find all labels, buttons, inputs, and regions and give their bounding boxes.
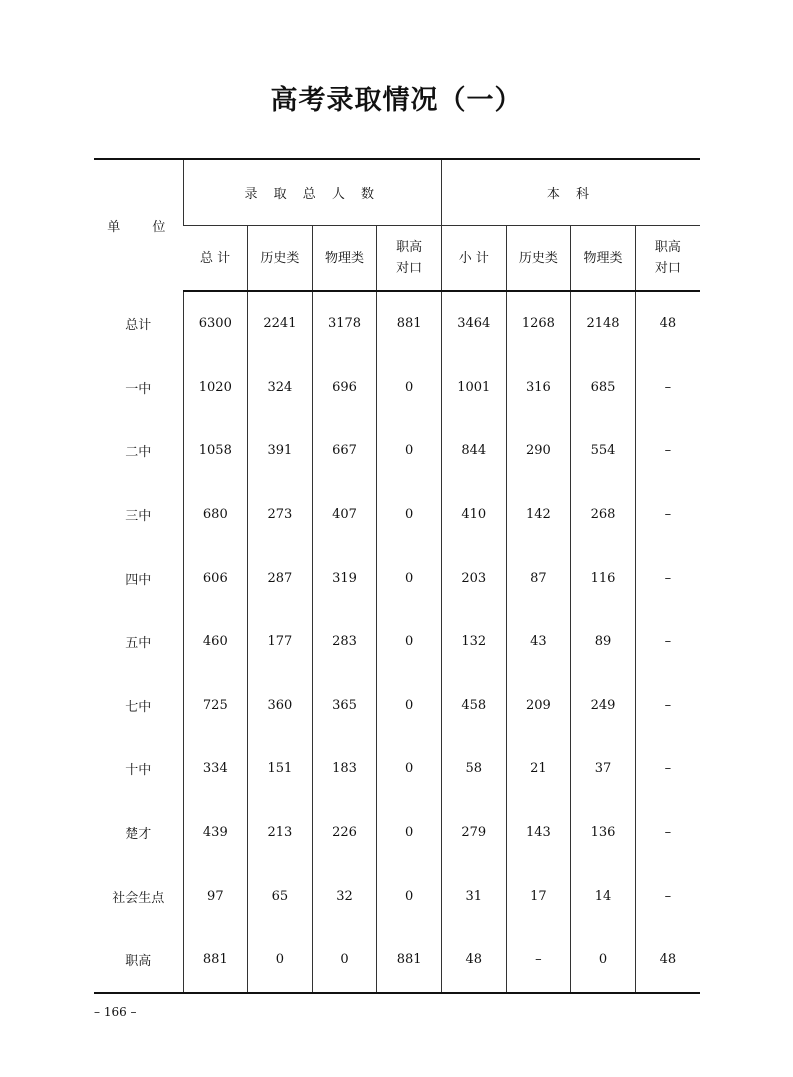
table-row (94, 610, 700, 674)
value-cell: 407 (312, 483, 377, 547)
value-cell: 89 (571, 610, 636, 674)
value-cell: 0 (571, 928, 636, 993)
total-subheader-0: 总 计 (183, 226, 248, 292)
value-cell: – (635, 737, 700, 801)
value-cell: – (635, 356, 700, 420)
unit-cell: 社会生点 (112, 890, 165, 906)
value-cell: 316 (506, 356, 571, 420)
total-subheader-1: 历史类 (248, 226, 313, 292)
value-cell: 844 (441, 419, 506, 483)
value-cell: 460 (183, 610, 248, 674)
unit-cell: 总计 (125, 317, 152, 333)
value-cell: 410 (441, 483, 506, 547)
value-cell: 439 (183, 801, 248, 865)
table-row (94, 674, 700, 738)
value-cell: 273 (248, 483, 313, 547)
value-cell: 458 (441, 674, 506, 738)
value-cell: 0 (377, 419, 442, 483)
table-row (94, 928, 700, 993)
value-cell: – (635, 546, 700, 610)
value-cell: – (635, 674, 700, 738)
unit-cell: 职高 (94, 928, 183, 993)
value-cell: 203 (441, 546, 506, 610)
value-cell: 0 (377, 801, 442, 865)
value-cell: 2241 (248, 291, 313, 356)
table-row (94, 737, 700, 801)
table-row (94, 419, 700, 483)
value-cell: 391 (248, 419, 313, 483)
value-cell: 268 (571, 483, 636, 547)
value-cell: 132 (441, 610, 506, 674)
total-admissions-header: 录 取 总 人 数 (183, 159, 441, 226)
value-cell: 667 (312, 419, 377, 483)
value-cell: 3178 (312, 291, 377, 356)
unit-column-header: 单 位 (94, 159, 183, 291)
value-cell: 249 (571, 674, 636, 738)
value-cell: – (635, 864, 700, 928)
value-cell: 0 (377, 674, 442, 738)
page-number: – 166 – (94, 1005, 137, 1019)
value-cell: 37 (571, 737, 636, 801)
value-cell: 1001 (441, 356, 506, 420)
value-cell: 324 (248, 356, 313, 420)
unit-cell: 七中 (125, 699, 152, 715)
value-cell: 334 (183, 737, 248, 801)
value-cell: 183 (312, 737, 377, 801)
value-cell: 606 (183, 546, 248, 610)
value-cell: 0 (312, 928, 377, 993)
value-cell: 0 (377, 737, 442, 801)
table-row (94, 291, 700, 356)
unit-cell: 三中 (125, 509, 152, 525)
value-cell: 1058 (183, 419, 248, 483)
table-body (94, 291, 700, 993)
table-row (94, 546, 700, 610)
value-cell: 2148 (571, 291, 636, 356)
value-cell: 65 (248, 864, 313, 928)
table-row (94, 801, 700, 865)
value-cell: 554 (571, 419, 636, 483)
value-cell: 6300 (183, 291, 248, 356)
value-cell: – (635, 419, 700, 483)
value-cell: 290 (506, 419, 571, 483)
value-cell: 881 (183, 928, 248, 993)
value-cell: 1268 (506, 291, 571, 356)
value-cell: 58 (441, 737, 506, 801)
value-cell: 48 (635, 291, 700, 356)
subheader-row (94, 226, 700, 292)
value-cell: – (635, 610, 700, 674)
value-cell: – (506, 928, 571, 993)
value-cell: 17 (506, 864, 571, 928)
value-cell: 283 (312, 610, 377, 674)
value-cell: 21 (506, 737, 571, 801)
value-cell: 14 (571, 864, 636, 928)
unit-cell: 一中 (125, 381, 152, 397)
value-cell: 142 (506, 483, 571, 547)
undergraduate-header: 本 科 (441, 159, 700, 226)
value-cell: 116 (571, 546, 636, 610)
value-cell: 0 (377, 483, 442, 547)
value-cell: 48 (441, 928, 506, 993)
unit-cell: 十中 (125, 763, 152, 779)
value-cell: 43 (506, 610, 571, 674)
undergrad-subheader-3: 职高 对口 (635, 226, 700, 292)
total-subheader-3: 职高 对口 (377, 226, 442, 292)
value-cell: 97 (183, 864, 248, 928)
value-cell: 0 (377, 546, 442, 610)
value-cell: 226 (312, 801, 377, 865)
table-row (94, 483, 700, 547)
value-cell: 279 (441, 801, 506, 865)
table-header (94, 159, 700, 291)
value-cell: 151 (248, 737, 313, 801)
value-cell: 0 (377, 864, 442, 928)
value-cell: 32 (312, 864, 377, 928)
total-subheader-2: 物理类 (312, 226, 377, 292)
value-cell: 213 (248, 801, 313, 865)
value-cell: 209 (506, 674, 571, 738)
value-cell: 87 (506, 546, 571, 610)
unit-cell: 五中 (125, 636, 152, 652)
value-cell: 287 (248, 546, 313, 610)
value-cell: – (635, 483, 700, 547)
value-cell: 881 (377, 291, 442, 356)
page-title: 高考录取情况（一） (270, 85, 523, 116)
admission-table (94, 158, 700, 994)
value-cell: 136 (571, 801, 636, 865)
value-cell: 685 (571, 356, 636, 420)
value-cell: 1020 (183, 356, 248, 420)
table-row (94, 356, 700, 420)
unit-cell: 四中 (125, 572, 152, 588)
value-cell: 0 (377, 610, 442, 674)
value-cell: – (635, 801, 700, 865)
undergrad-subheader-0: 小 计 (441, 226, 506, 292)
value-cell: 0 (248, 928, 313, 993)
unit-cell: 楚才 (125, 827, 152, 843)
value-cell: 881 (377, 928, 442, 993)
value-cell: 48 (635, 928, 700, 993)
value-cell: 0 (377, 356, 442, 420)
value-cell: 725 (183, 674, 248, 738)
value-cell: 3464 (441, 291, 506, 356)
value-cell: 177 (248, 610, 313, 674)
value-cell: 365 (312, 674, 377, 738)
undergrad-subheader-1: 历史类 (506, 226, 571, 292)
value-cell: 31 (441, 864, 506, 928)
value-cell: 143 (506, 801, 571, 865)
value-cell: 319 (312, 546, 377, 610)
table-row (94, 864, 700, 928)
value-cell: 680 (183, 483, 248, 547)
value-cell: 696 (312, 356, 377, 420)
undergrad-subheader-2: 物理类 (571, 226, 636, 292)
unit-cell: 二中 (125, 445, 152, 461)
value-cell: 360 (248, 674, 313, 738)
